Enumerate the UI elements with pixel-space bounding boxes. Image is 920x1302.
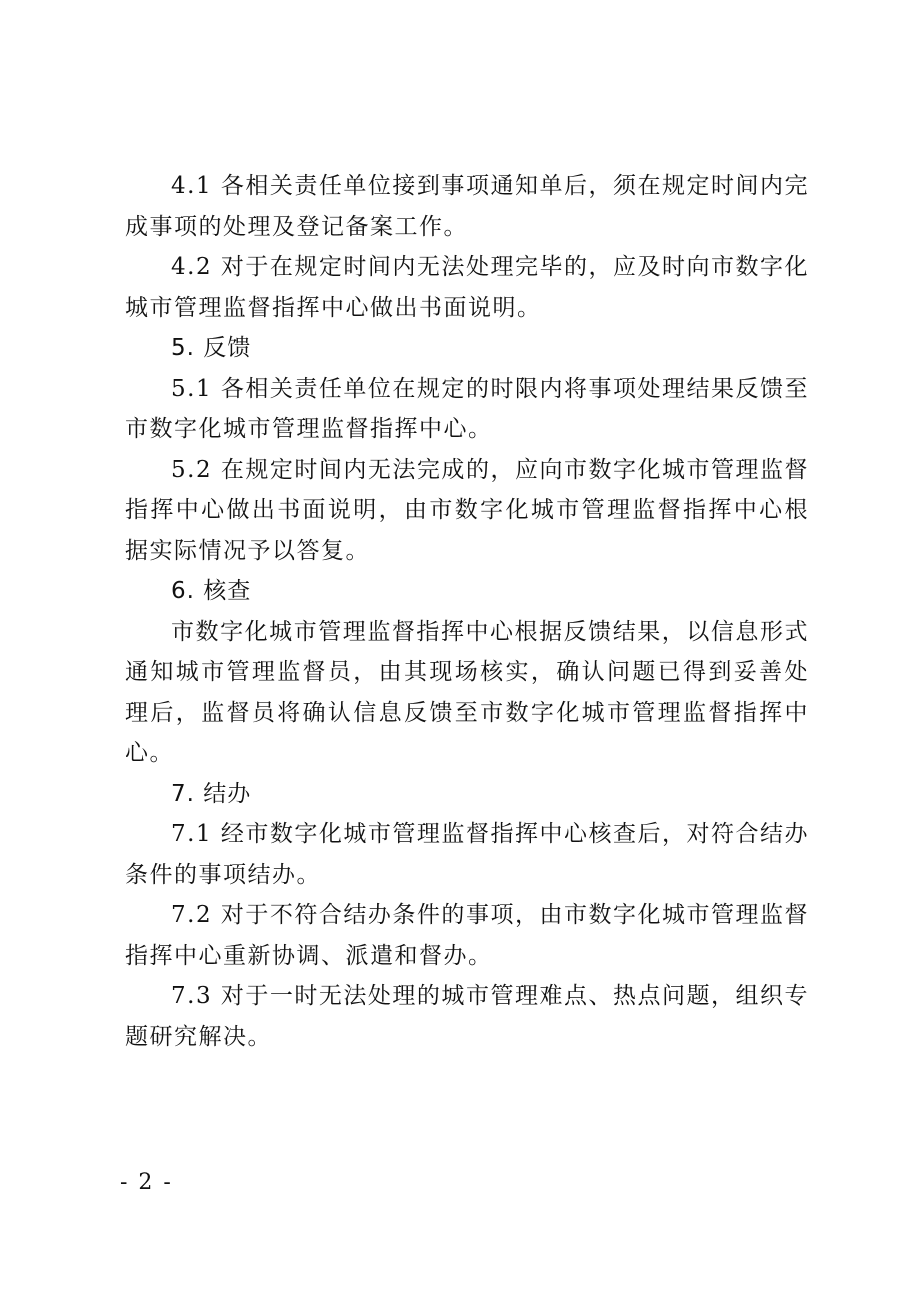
heading-closure: 7. 结办 [171,780,252,807]
page-number: - 2 - [120,1170,173,1195]
paragraph-4-2: 4.2 对于在规定时间内无法处理完毕的，应及时向市数字化城市管理监督指挥中心做出书面说明。 [125,254,809,321]
paragraph-7-1: 7.1 经市数字化城市管理监督指挥中心核查后，对符合结办条件的事项结办。 [125,821,809,888]
paragraph-6: 市数字化城市管理监督指挥中心根据反馈结果，以信息形式通知城市管理监督员，由其现场核实，确认问题已得到妥善处理后，监督员将确认信息反馈至市数字化城市管理监督指挥中心。 [125,618,809,766]
paragraph-7-3: 7.3 对于一时无法处理的城市管理难点、热点问题，组织专题研究解决。 [125,983,809,1050]
paragraph-4-1: 4.1 各相关责任单位接到事项通知单后，须在规定时间内完成事项的处理及登记备案工作。 [125,173,809,240]
heading-verification: 6. 核查 [171,578,252,604]
paragraph-7-2: 7.2 对于不符合结办条件的事项，由市数字化城市管理监督指挥中心重新协调、派遣和督办。 [125,902,809,969]
paragraph-5-1: 5.1 各相关责任单位在规定的时限内将事项处理结果反馈至市数字化城市管理监督指挥中心。 [125,375,809,442]
paragraph-5-2: 5.2 在规定时间内无法完成的，应向市数字化城市管理监督指挥中心做出书面说明，由市数字化城市管理监督指挥中心根据实际情况予以答复。 [125,456,809,564]
document-body [125,166,809,1057]
heading-feedback: 5. 反馈 [171,335,252,361]
